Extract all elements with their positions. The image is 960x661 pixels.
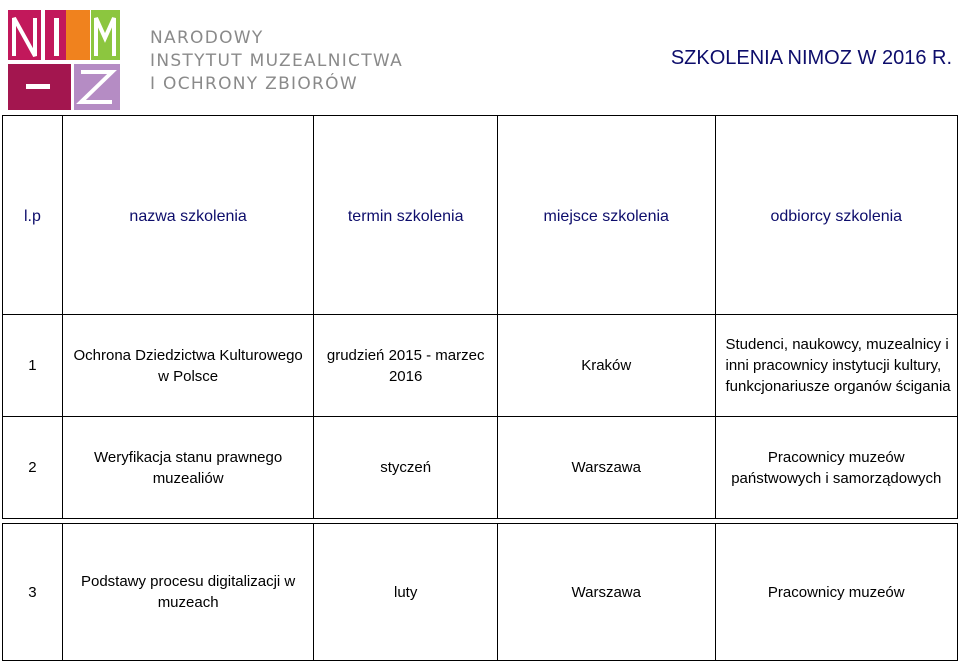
row-lp: 3 — [3, 524, 63, 660]
document-title: SZKOLENIA NIMOZ W 2016 R. — [670, 47, 952, 69]
row-lp: 2 — [3, 417, 63, 518]
table-row — [2, 523, 958, 661]
nimoz-logo — [8, 10, 120, 110]
row-name: Weryfikacja stanu prawnego muzealiów — [63, 417, 314, 518]
table-header-row — [2, 115, 958, 315]
header-lp: l.p — [3, 116, 63, 314]
org-name-line1: NARODOWY — [150, 28, 264, 48]
table-row — [2, 314, 958, 417]
row-name: Ochrona Dziedzictwa Kulturowego w Polsce — [63, 315, 314, 416]
header-name: nazwa szkolenia — [63, 116, 314, 314]
row-audience: Studenci, naukowcy, muzealnicy i inni pracownicy instytucji kultury, funkcjonariusze organów ścigania — [725, 336, 951, 395]
row-audience: Pracownicy muzeów — [767, 583, 905, 601]
header-place: miejsce szkolenia — [498, 116, 716, 314]
row-term: grudzień 2015 - marzec 2016 — [314, 315, 498, 416]
row-name: Podstawy procesu digitalizacji w muzeach — [63, 524, 314, 660]
header-audience: odbiorcy szkolenia — [770, 207, 903, 225]
row-term: styczeń — [314, 417, 498, 518]
row-place: Warszawa — [498, 524, 716, 660]
organization-name — [150, 27, 450, 96]
row-lp: 1 — [3, 315, 63, 416]
row-term: luty — [314, 524, 498, 660]
row-place: Kraków — [498, 315, 716, 416]
org-name-line3: I OCHRONY ZBIORÓW — [150, 74, 358, 94]
table-row — [2, 416, 958, 519]
row-place: Warszawa — [498, 417, 716, 518]
org-name-line2: INSTYTUT MUZEALNICTWA — [150, 51, 403, 71]
header-term: termin szkolenia — [314, 116, 498, 314]
row-audience: Pracownicy muzeów państwowych i samorządowych — [731, 448, 942, 487]
